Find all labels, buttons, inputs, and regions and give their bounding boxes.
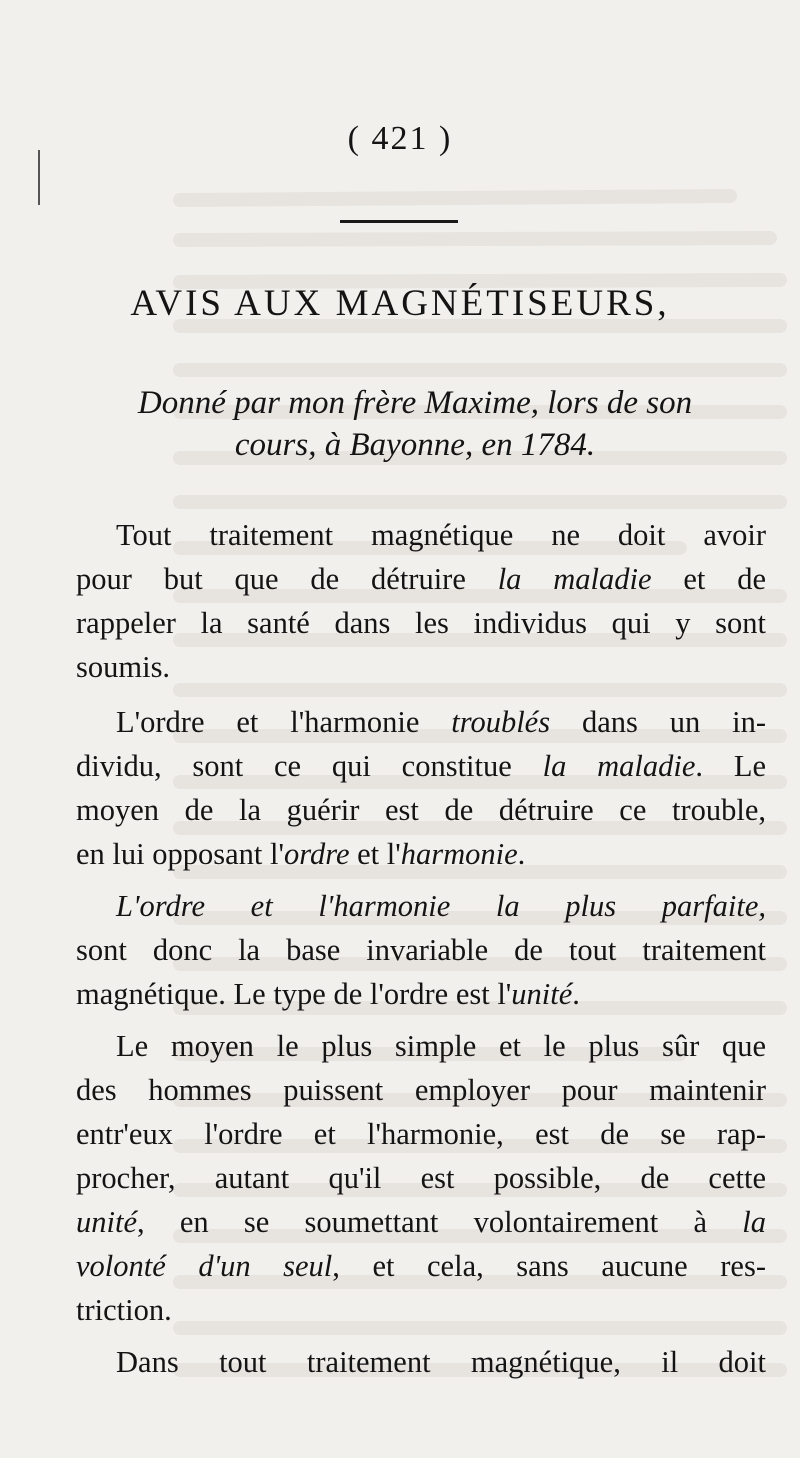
text-line: entr'eux l'ordre et l'harmonie, est de se rap-: [76, 1117, 766, 1151]
text-run: .: [572, 977, 580, 1011]
text-line: soumis.: [76, 650, 171, 684]
body-text: [76, 513, 766, 1384]
page-number: ( 421 ): [347, 120, 453, 157]
text-line: rappeler la santé dans les individus qui y sont: [76, 606, 766, 640]
paragraph: [76, 513, 766, 689]
text-run: , et cela, sans aucune res-: [332, 1249, 766, 1283]
text-line: [76, 557, 766, 601]
italic-run: unité: [76, 1205, 137, 1239]
text-run: . Le: [695, 749, 766, 783]
italic-run: la maladie: [497, 562, 652, 596]
margin-mark: [38, 150, 40, 205]
paragraph: [76, 1024, 766, 1332]
italic-run: la maladie: [542, 749, 696, 783]
italic-run: unité: [511, 977, 573, 1011]
text-line: Le moyen le plus simple et le plus sûr que: [116, 1029, 766, 1063]
italic-run: troublés: [451, 705, 551, 739]
text-line: [76, 884, 766, 928]
text-line: moyen de la guérir est de détruire ce trouble,: [76, 793, 766, 827]
section-title: AVIS AUX MAGNÉTISEURS,: [130, 283, 670, 324]
text-line: [76, 972, 766, 1016]
text-line: [76, 832, 766, 876]
text-run: en lui opposant l': [76, 837, 284, 871]
text-line: triction.: [76, 1293, 172, 1327]
italic-run: L'ordre et l'harmonie la plus parfaite,: [116, 889, 766, 923]
text-run: magnétique. Le type de l'ordre est l': [76, 977, 512, 1011]
paragraph: [76, 884, 766, 1016]
text-line: [76, 744, 766, 788]
italic-run: harmonie: [400, 837, 518, 871]
text-run: et l': [349, 837, 401, 871]
italic-run: la: [742, 1205, 766, 1239]
text-run: , en se soumettant volontairement à: [137, 1205, 743, 1239]
text-line: [76, 1200, 766, 1244]
text-run: dans un in-: [550, 705, 766, 739]
text-line: [76, 700, 766, 744]
text-run: L'ordre et l'harmonie: [116, 705, 452, 739]
section-subtitle: [55, 382, 775, 466]
text-line: des hommes puissent employer pour maintenir: [76, 1073, 766, 1107]
text-line: [76, 1244, 766, 1288]
text-line: Tout traitement magnétique ne doit avoir: [116, 518, 766, 552]
subtitle-line: cours, à Bayonne, en 1784.: [234, 427, 596, 463]
paragraph: [76, 1340, 766, 1384]
text-run: pour but que de détruire: [76, 562, 498, 596]
text-run: et de: [651, 562, 766, 596]
header-rule: [340, 220, 458, 223]
text-line: Dans tout traitement magnétique, il doit: [116, 1345, 766, 1379]
text-run: dividu, sont ce qui constitue: [76, 749, 543, 783]
text-line: procher, autant qu'il est possible, de cette: [76, 1161, 766, 1195]
subtitle-line: Donné par mon frère Maxime, lors de son: [137, 385, 693, 421]
italic-run: volonté d'un seul: [76, 1249, 333, 1283]
italic-run: ordre: [283, 837, 350, 871]
paragraph: [76, 700, 766, 876]
text-line: sont donc la base invariable de tout traitement: [76, 933, 766, 967]
text-run: .: [517, 837, 526, 871]
